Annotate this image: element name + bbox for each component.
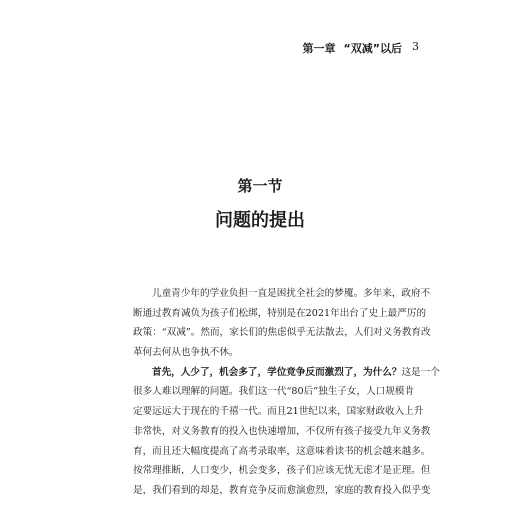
paragraph-line: 定要远远大于现在的千禧一代。而且21世纪以来，国家财政收入上升 [133,406,424,418]
page-number: 3 [412,40,419,53]
body-text [133,284,440,501]
paragraph-line-continuation: 这是一个 [401,366,440,378]
paragraph-line: 儿童青少年的学业负担一直是困扰全社会的梦魇。多年来，政府不 [152,288,431,299]
paragraph-line: 是，我们看到的却是，教育竞争反而愈演愈烈，家庭的教育投入似乎变 [133,484,431,496]
paragraph-line: 按常理推断，人口变少，机会变多，孩子们应该无忧无虑才是正理。但 [133,465,431,477]
chapter-label: 第一章 [302,42,336,55]
section-title: 问题的提出 [215,210,305,231]
paragraph-line: 非常快，对义务教育的投入也快速增加，不仅所有孩子接受九年义务教 [133,425,431,437]
paragraph-line: 政策：“双减”。然而，家长们的焦虑似乎无法散去，人们对义务教育改 [133,327,431,339]
chapter-title: “双减”以后 [343,42,402,55]
section-label: 第一节 [237,177,283,195]
paragraph-line [133,363,440,383]
paragraph-line: 育，而且还大幅度提高了高考录取率，这意味着读书的机会越来越多。 [133,445,431,457]
running-header [302,40,419,56]
paragraph-line: 断通过教育减负为孩子们松绑，特别是在2021年出台了史上最严厉的 [133,307,427,319]
paragraph-line: 很多人难以理解的问题。我们这一代“80后”独生子女，人口规模肯 [133,386,415,398]
paragraph-line: 革何去何从也争执不休。 [133,347,239,359]
bold-lead-sentence: 首先，人少了，机会多了，学位竞争反而激烈了，为什么？ [152,366,402,378]
